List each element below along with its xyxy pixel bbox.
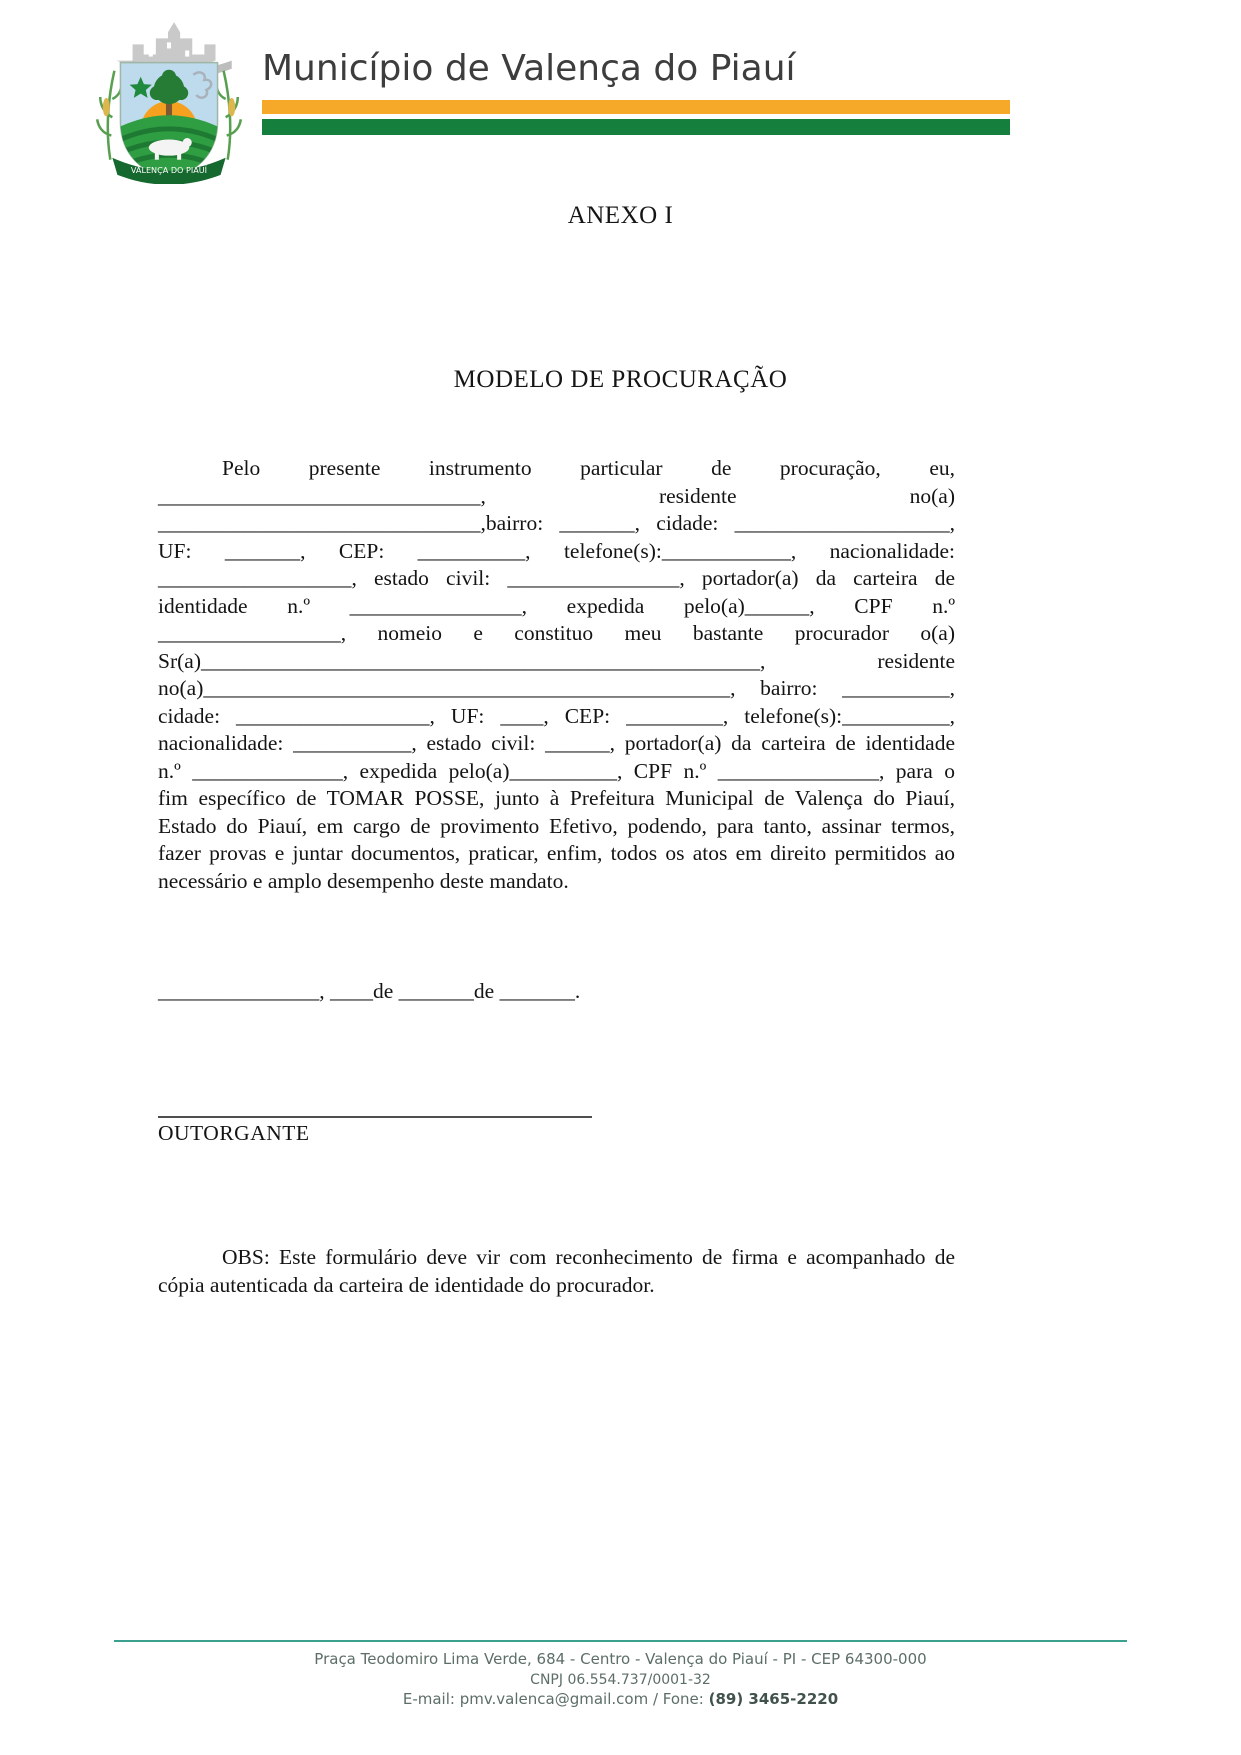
municipality-title: Município de Valença do Piauí: [262, 48, 796, 89]
footer-email-label: E-mail: pmv.valenca@gmail.com / Fone:: [402, 1690, 709, 1708]
footer-contact: [0, 1690, 1241, 1709]
paragraph-line: no(a)_________________________________________________, bairro: __________,: [158, 676, 955, 700]
header-orange-bar: [262, 100, 1010, 114]
corn-stalk-left: [97, 71, 122, 160]
corn-stalk-right: [216, 71, 241, 160]
paragraph-line: n.º ______________, expedida pelo(a)__________, CPF n.º _______________, para o: [158, 758, 955, 783]
paragraph-line: ______________________________,bairro: _______, cidade: ____________________,: [158, 511, 955, 535]
paragraph-line: fazer provas e juntar documentos, praticar, enfim, todos os atos em direito permitidos ao: [158, 841, 955, 865]
procuracao-paragraph: [158, 455, 955, 895]
signature-line: [158, 1116, 592, 1118]
banner-text: VALENÇA DO PIAUÍ: [130, 164, 208, 175]
paragraph-line: Sr(a)____________________________________________________, residente: [158, 648, 955, 673]
header-green-bar: [262, 119, 1010, 135]
obs-paragraph: [158, 1244, 955, 1299]
obs-line: cópia autenticada da carteira de identidade do procurador.: [158, 1272, 655, 1297]
paragraph-line: ______________________________, residente no(a): [158, 483, 955, 508]
paragraph-line: nacionalidade: ___________, estado civil: ______, portador(a) da carteira de identidade: [158, 731, 955, 755]
paragraph-line: _________________, nomeio e constituo meu bastante procurador o(a): [158, 621, 955, 645]
coat-of-arms-icon: [92, 6, 246, 184]
footer-phone: (89) 3465-2220: [708, 1690, 839, 1708]
footer-cnpj: CNPJ 06.554.737/0001-32: [530, 1672, 711, 1688]
obs-line: OBS: Este formulário deve vir com reconhecimento de firma e acompanhado de: [222, 1245, 955, 1269]
paragraph-line: __________________, estado civil: ________________, portador(a) da carteira de: [158, 566, 955, 590]
paragraph-line: Estado do Piauí, em cargo de provimento Efetivo, podendo, para tanto, assinar termos,: [158, 813, 955, 838]
annex-heading: ANEXO I: [567, 202, 674, 229]
date-blank-line: _______________, ____de _______de _______.: [158, 979, 581, 1003]
paragraph-line: necessário e amplo desempenho deste mandato.: [158, 868, 569, 893]
footer-divider: [114, 1640, 1127, 1642]
document-heading: MODELO DE PROCURAÇÃO: [453, 366, 788, 393]
paragraph-line: cidade: __________________, UF: ____, CEP: _________, telefone(s):__________,: [158, 703, 955, 728]
paragraph-line: UF: _______, CEP: __________, telefone(s):____________, nacionalidade:: [158, 538, 955, 563]
paragraph-line: identidade n.º ________________, expedida pelo(a)______, CPF n.º: [158, 593, 955, 618]
footer-address: Praça Teodomiro Lima Verde, 684 - Centro - Valença do Piauí - PI - CEP 64300-000: [314, 1650, 927, 1668]
signature-role-label: OUTORGANTE: [158, 1121, 310, 1145]
paragraph-line: fim específico de TOMAR POSSE, junto à Prefeitura Municipal de Valença do Piauí,: [158, 786, 955, 810]
paragraph-line: Pelo presente instrumento particular de procuração, eu,: [222, 456, 955, 480]
